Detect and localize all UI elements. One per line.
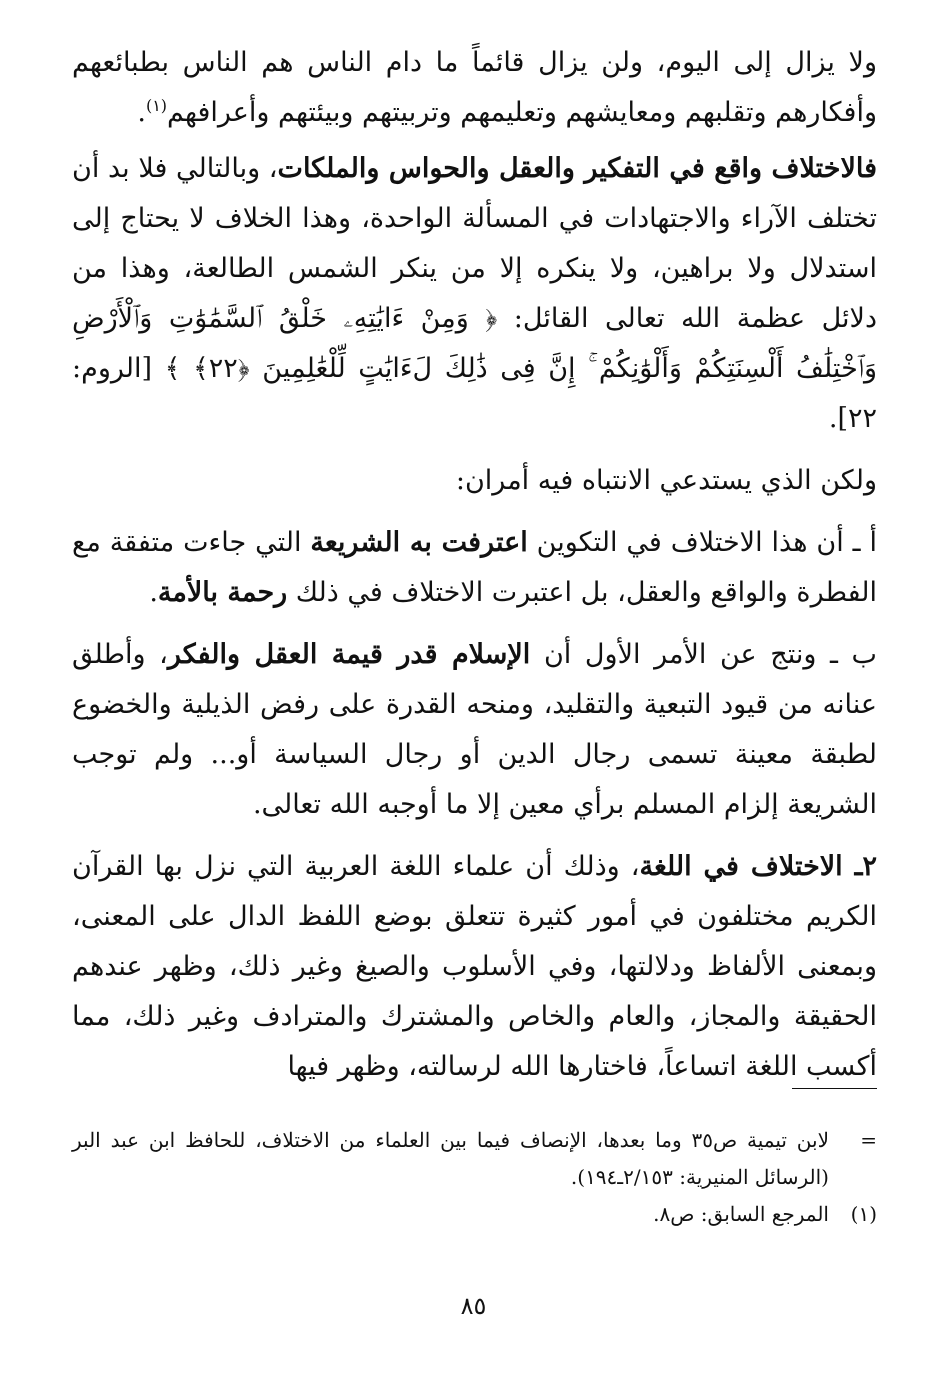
paragraph-2 [72,144,877,444]
footnote-continued [72,1122,877,1196]
paragraph-1 [72,38,877,138]
paragraph-text: ، وأطلق عنانه من قيود التبعية والتقليد، ومنحه القدرة على رفض الذيلية والخضوع لطبقة معينة تسمى رجال الدين أو رجال السياسة أو... ولم توجب الشريعة إلزام المسلم برأي معين إلا ما أوجبه الله تعالى. [72,639,877,820]
paragraph-prefix: ب ـ ونتج عن الأمر الأول أن [543,639,877,670]
paragraph-text: ، وبالتالي فلا بد أن تختلف الآراء والاجتهادات في المسألة الواحدة، وهذا الخلاف لا يحتاج إلى استدلال ولا براهين، ولا ينكره إلا من ينكر الشمس الطالعة، وهذا من دلائل عظمة الله تعالى القائل: [72,153,877,334]
paragraph-text: التي جاءت متفقة مع الفطرة والواقع والعقل، بل اعتبرت الاختلاف في ذلك [72,527,877,608]
footnote-mark: (١) [850,1202,877,1226]
paragraph-text: ولكن الذي يستدعي الانتباه فيه أمران: [455,465,877,496]
bold-lead: فالاختلاف واقع في التفكير والعقل والحواس والملكات [277,153,877,184]
quran-verse: ﴿ وَمِنْ ءَايَٰتِهِۦ خَلْقُ ٱلسَّمَٰوَٰتِ وَٱلْأَرْضِ وَٱخْتِلَٰفُ أَلْسِنَتِكُمْ وَأَلْوَٰنِكُمْ ۚ إِنَّ فِى ذَٰلِكَ لَءَايَٰتٍ لِّلْعَٰلِمِينَ ﴿٢٢﴾ ﴾ [72,303,877,384]
paragraph-5 [72,630,877,830]
bold-lead: ٢ـ الاختلاف في اللغة [639,851,877,882]
footnote-text: المرجع السابق: ص٨. [653,1202,829,1226]
paragraph-text: ، وذلك أن علماء اللغة العربية التي نزل بها القرآن الكريم مختلفون في أمور كثيرة تتعلق بوضع اللفظ الدال على المعنى، وبمعنى الألفاظ ودلالتها، وفي الأسلوب والصيغ وغير ذلك، وظهر عندهم الحقيقة والمجاز، والعام والخاص والمشترك والمترادف وغير ذلك، مما أكسب اللغة اتساعاً، فاختارها الله لرسالته، وظهر فيها [72,851,877,1082]
footnote-text: لابن تيمية ص٣٥ وما بعدها، الإنصاف فيما بين العلماء من الاختلاف، للحافظ ابن عبد البر (الرسائل المنيرية: ٢/١٥٣ـ١٩٤). [72,1128,829,1189]
footnotes [72,1122,877,1233]
paragraph-text: ولا يزال إلى اليوم، ولن يزال قائماً ما دام الناس هم الناس بطبائعهم وأفكارهم وتقلبهم ومعايشهم وتعليمهم وتربيتهم وبيئتهم وأعرافهم [72,47,877,128]
page-number: ٨٥ [460,1292,487,1320]
paragraph-end: . [149,577,158,608]
footnote-mark: = [860,1128,877,1152]
main-text [72,38,877,1104]
bold-phrase: الإسلام قدر قيمة العقل والفكر [167,639,531,670]
paragraph-4 [72,518,877,618]
footnote-1 [72,1196,877,1233]
paragraph-3 [72,456,877,506]
paragraph-6 [72,842,877,1092]
verse-citation: [الروم: ٢٢]. [72,353,877,434]
bold-phrase-end: رحمة بالأمة [157,577,288,608]
footnote-separator [792,1088,877,1089]
paragraph-end: . [137,97,146,128]
paragraph-prefix: أ ـ أن هذا الاختلاف في التكوين [536,527,877,558]
bold-phrase: اعترفت به الشريعة [310,527,528,558]
footnote-reference: (١) [145,96,168,115]
